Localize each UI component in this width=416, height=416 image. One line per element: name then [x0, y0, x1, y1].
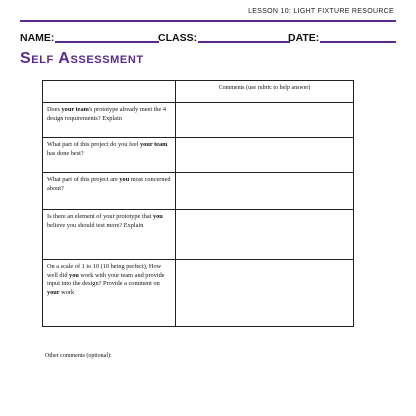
question-emphasis: your	[47, 288, 60, 296]
question-text: Is there an element of your prototype that	[47, 213, 153, 220]
question-text: What part of this project are	[47, 176, 120, 183]
question-emphasis: you	[119, 176, 130, 183]
class-line[interactable]	[198, 41, 290, 43]
date-line[interactable]	[320, 41, 396, 43]
table-row	[43, 103, 354, 138]
question-text: believe you should test more? Explain	[47, 221, 144, 229]
comment-cell[interactable]	[176, 103, 354, 138]
question-text: most concerned about?	[47, 176, 171, 192]
table-header-row	[43, 81, 354, 103]
class-field[interactable]	[158, 32, 290, 44]
date-label: DATE:	[288, 32, 320, 44]
question-text: has done best?	[47, 149, 84, 157]
question-emphasis: your team	[140, 141, 168, 148]
question-emphasis: you	[152, 213, 163, 220]
other-comments-label: Other comments (optional):	[45, 353, 112, 359]
date-field[interactable]	[288, 32, 396, 44]
question-text: 's prototype already meet the 4 design requirements? Explain	[47, 106, 167, 122]
question-cell	[43, 260, 176, 327]
lesson-header: LESSON 10: LIGHT FIXTURE RESOURCE	[248, 8, 394, 15]
self-assessment-table	[42, 80, 354, 327]
question-cell	[43, 103, 176, 138]
question-text: work	[59, 288, 75, 296]
name-line[interactable]	[55, 41, 159, 43]
comment-cell[interactable]	[176, 138, 354, 173]
question-text: Does	[47, 106, 62, 113]
table-row	[43, 138, 354, 173]
student-info-fields	[20, 32, 400, 46]
page-title: Self Assessment	[20, 50, 144, 67]
question-text: On a scale of 1 to 10 (10 being perfect), How well did	[47, 263, 162, 279]
name-label: NAME:	[20, 32, 55, 44]
header-rule	[20, 20, 396, 22]
table-row	[43, 173, 354, 210]
comments-header: Comments (use rubric to help answer)	[176, 81, 354, 103]
comment-cell[interactable]	[176, 173, 354, 210]
question-emphasis: your team	[61, 106, 89, 113]
name-field[interactable]	[20, 32, 159, 44]
question-emphasis: you	[69, 271, 79, 279]
question-cell	[43, 173, 176, 210]
question-cell	[43, 138, 176, 173]
comment-cell[interactable]	[176, 210, 354, 260]
blank-header-cell	[43, 81, 176, 103]
class-label: CLASS:	[158, 32, 198, 44]
table-row	[43, 260, 354, 327]
question-text: What part of this project do you feel	[47, 141, 141, 148]
question-cell	[43, 210, 176, 260]
question-text: work with your team and provide input into the design? Provide a comment on	[47, 271, 165, 287]
comment-cell[interactable]	[176, 260, 354, 327]
table-row	[43, 210, 354, 260]
